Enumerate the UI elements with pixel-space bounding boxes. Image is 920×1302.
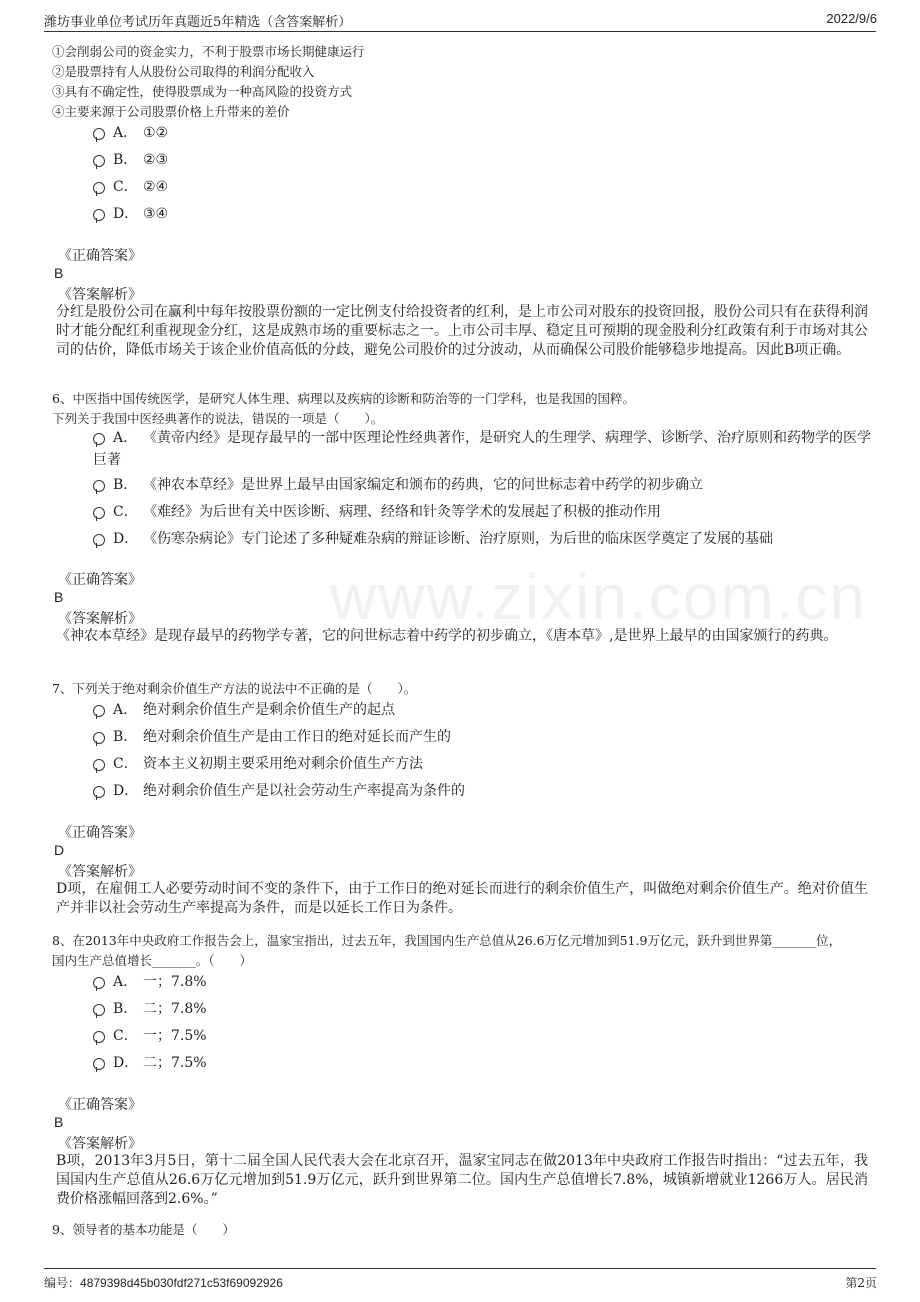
analysis-heading: 《答案解析》 — [58, 287, 142, 303]
statement-3: ③具有不确定性，使得股票成为一种高风险的投资方式 — [52, 84, 353, 99]
q7-option-b[interactable]: B． 绝对剩余价值生产是由工作日的绝对延长而产生的 — [93, 724, 873, 751]
radio-icon[interactable] — [93, 759, 105, 771]
radio-icon[interactable] — [93, 786, 105, 798]
q5-option-d[interactable]: D． ③④ — [93, 201, 873, 228]
document-id: 编号：4879398d45b030fdf271c53f69092926 — [44, 1276, 283, 1290]
statement-4: ④主要来源于公司股票价格上升带来的差价 — [52, 104, 290, 119]
page-number: 第2页 — [845, 1276, 877, 1290]
question-6-text: 6、中医指中国传统医学，是研究人体生理、病理以及疾病的诊断和防治等的一门学科，也是我国的国粹。 — [52, 391, 635, 406]
radio-icon[interactable] — [93, 1004, 105, 1016]
question-9-text: 9、领导者的基本功能是（ ） — [52, 1222, 235, 1237]
analysis-heading: 《答案解析》 — [58, 864, 142, 880]
q8-option-c[interactable]: C． 一；7.5% — [93, 1023, 873, 1050]
document-title: 潍坊事业单位考试历年真题近5年精选（含答案解析） — [44, 15, 352, 30]
radio-icon[interactable] — [93, 480, 105, 492]
statement-2: ②是股票持有人从股份公司取得的利润分配收入 — [52, 64, 315, 79]
radio-icon[interactable] — [93, 1031, 105, 1043]
header-rule — [44, 31, 876, 32]
q6-option-a[interactable]: A． 《黄帝内经》是现存最早的一部中医理论性经典著作，是研究人的生理学、病理学、诊断学、治疗原则和药物学的医学巨著 — [93, 430, 871, 468]
radio-icon[interactable] — [93, 534, 105, 546]
radio-icon[interactable] — [93, 209, 105, 221]
analysis-text: 分红是股份公司在赢利中每年按股票份额的一定比例支付给投资者的红利，是上市公司对股东的投资回报，股份公司只有在获得利润时才能分配红利重视现金分红，这是成熟市场的重要标志之一。上市公司丰厚、稳定且可预期的现金股利分红政策有利于市场对其公司的估价，降低市场关于该企业价值高低的分歧，避免公司股价的过分波动，从而确保公司股价能够稳步地提高。因此B项正确。 — [56, 304, 868, 358]
answer-value: B — [54, 589, 64, 605]
footer-rule — [44, 1268, 876, 1269]
question-7-text: 7、下列关于绝对剩余价值生产方法的说法中不正确的是（ ）。 — [52, 681, 417, 696]
radio-icon[interactable] — [93, 155, 105, 167]
q6-option-d[interactable]: D． 《伤寒杂病论》专门论述了多种疑难杂病的辩证诊断、治疗原则，为后世的临床医学奠定了发展的基础 — [93, 526, 873, 553]
analysis-text: B项，2013年3月5日，第十二届全国人民代表大会在北京召开，温家宝同志在做2013年中央政府工作报告时指出：“过去五年，我国国内生产总值从26.6万亿元增加到51.9万亿元，跃升到世界第二位。国内生产总值增长7.8%，城镇新增就业1266万人。居民消费价格涨幅回落到2.6%。” — [56, 1153, 868, 1207]
radio-icon[interactable] — [93, 705, 105, 717]
document-date: 2022/9/6 — [826, 11, 877, 26]
analysis-heading: 《答案解析》 — [58, 611, 142, 627]
answer-heading: 《正确答案》 — [58, 1097, 142, 1113]
answer-heading: 《正确答案》 — [58, 572, 142, 588]
analysis-text: 《神农本草经》是现存最早的药物学专著，它的问世标志着中药学的初步确立，《唐本草》,是世界上最早的由国家颁行的药典。 — [56, 628, 838, 644]
q8-option-b[interactable]: B． 二；7.8% — [93, 996, 873, 1023]
radio-icon[interactable] — [93, 732, 105, 744]
q5-option-a[interactable]: A． ①② — [93, 120, 873, 147]
analysis-text: D项，在雇佣工人必要劳动时间不变的条件下，由于工作日的绝对延长而进行的剩余价值生产，叫做绝对剩余价值生产。绝对价值生产并非以社会劳动生产率提高为条件，而是以延长工作日为条件。 — [56, 881, 868, 916]
radio-icon[interactable] — [93, 182, 105, 194]
radio-icon[interactable] — [93, 1058, 105, 1070]
q6-option-c[interactable]: C． 《难经》为后世有关中医诊断、病理、经络和针灸等学术的发展起了积极的推动作用 — [93, 499, 873, 526]
statement-1: ①会削弱公司的资金实力，不利于股票市场长期健康运行 — [52, 44, 365, 59]
answer-value: B — [54, 1114, 64, 1130]
q8-option-d[interactable]: D． 二；7.5% — [93, 1050, 873, 1077]
answer-heading: 《正确答案》 — [58, 825, 142, 841]
q7-option-a[interactable]: A． 绝对剩余价值生产是剩余价值生产的起点 — [93, 697, 873, 724]
q6-option-b[interactable]: B． 《神农本草经》是世界上最早由国家编定和颁布的药典，它的问世标志着中药学的初步确立 — [93, 472, 873, 499]
answer-value: D — [54, 842, 65, 858]
q7-option-c[interactable]: C． 资本主义初期主要采用绝对剩余价值生产方法 — [93, 751, 873, 778]
analysis-heading: 《答案解析》 — [58, 1136, 142, 1152]
question-6-prompt: 下列关于我国中医经典著作的说法，错误的一项是（ ）。 — [52, 411, 384, 426]
q5-option-b[interactable]: B． ②③ — [93, 147, 873, 174]
answer-heading: 《正确答案》 — [58, 248, 142, 264]
question-8-prompt: 国内生产总值增长_______。（ ） — [52, 953, 253, 968]
radio-icon[interactable] — [93, 507, 105, 519]
question-8-text: 8、在2013年中央政府工作报告会上，温家宝指出，过去五年，我国国内生产总值从26.6万亿元增加到51.9万亿元，跃升到世界第_______位， — [52, 933, 842, 948]
radio-icon[interactable] — [93, 977, 105, 989]
q8-option-a[interactable]: A． 一；7.8% — [93, 969, 873, 996]
radio-icon[interactable] — [93, 128, 105, 140]
answer-value: B — [54, 265, 64, 281]
radio-icon[interactable] — [93, 433, 105, 445]
watermark: www.zixin.com.cn — [330, 561, 867, 633]
q7-option-d[interactable]: D． 绝对剩余价值生产是以社会劳动生产率提高为条件的 — [93, 778, 873, 805]
q5-option-c[interactable]: C． ②④ — [93, 174, 873, 201]
